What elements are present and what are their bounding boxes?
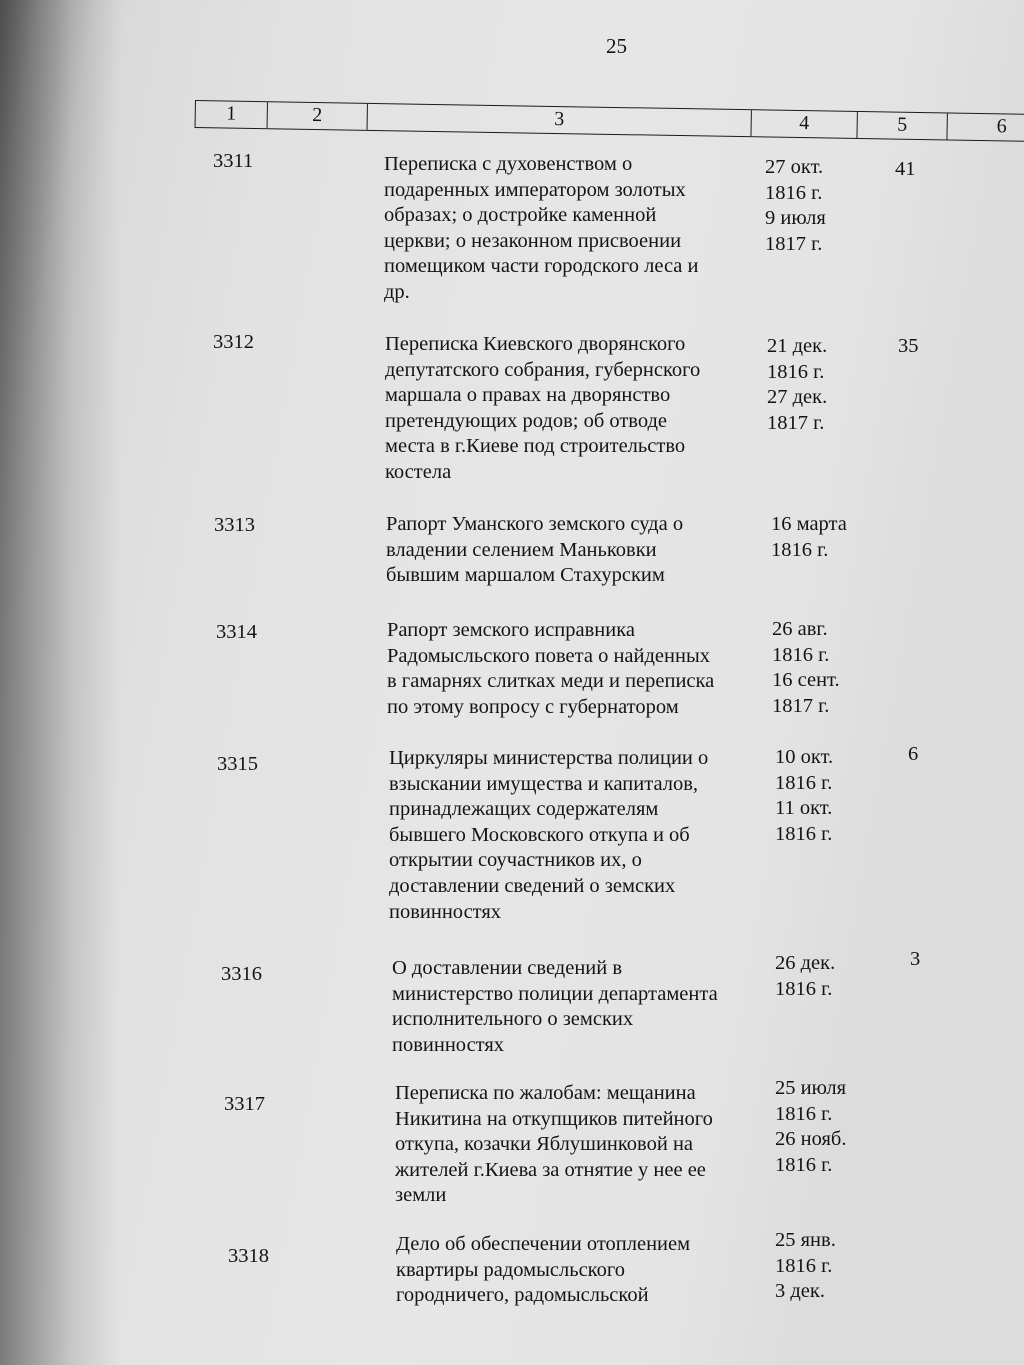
entry-dates: 27 окт. 1816 г. 9 июля 1817 г. [765, 156, 826, 255]
entry-number: 3315 [217, 753, 258, 775]
entry-dates: 26 авг. 1816 г. 16 сент. 1817 г. [772, 618, 840, 717]
entry-number: 3316 [221, 963, 262, 985]
column-header-2: 2 [268, 102, 368, 130]
entry-description: Переписка Киевского дворянского депутатского собрания, губернского маршала о правах на дворянство претендующих родов; об отводе места в г.Киеве под строительство костела [385, 333, 701, 483]
entry-sheets: 3 [910, 948, 921, 970]
column-header-1: 1 [196, 101, 268, 128]
column-header-4: 4 [751, 110, 857, 138]
entry-sheets: 41 [895, 158, 916, 180]
entry-dates: 25 янв. 1816 г. 3 дек. [775, 1229, 836, 1303]
entry-number: 3318 [228, 1245, 269, 1267]
entry-number: 3313 [214, 514, 255, 536]
entry-description: О доставлении сведений в министерство полиции департамента исполнительного о земских повинностях [392, 957, 718, 1056]
column-header-5: 5 [857, 112, 947, 139]
entry-number: 3317 [224, 1093, 265, 1115]
entry-number: 3314 [216, 621, 257, 643]
entry-description: Переписка с духовенством о подаренных императором золотых образах; о достройке каменной церкви; о незаконном присвоении помещиком части городского леса и др. [384, 153, 699, 303]
page-number: 25 [606, 34, 627, 58]
entry-description: Рапорт земского исправника Радомысльского повета о найденных в гамарнях слитках меди и переписка по этому вопросу с губернатором [387, 619, 715, 718]
entry-number: 3312 [213, 331, 254, 353]
book-spine-shadow [0, 0, 120, 1365]
entry-sheets: 35 [898, 335, 919, 357]
entry-dates: 25 июля 1816 г. 26 нояб. 1816 г. [775, 1077, 847, 1176]
entry-number: 3311 [213, 150, 254, 172]
column-header-6: 6 [996, 115, 1007, 138]
column-header-3: 3 [368, 104, 752, 136]
entry-dates: 16 марта 1816 г. [771, 513, 847, 561]
entry-description: Циркуляры министерства полиции о взыскании имущества и капиталов, принадлежащих содержателям бывшего Московского откупа и об открытии соучастников их, о доставлении сведений о земских повинностях [389, 747, 709, 923]
entry-dates: 26 дек. 1816 г. [775, 952, 836, 1000]
entry-description: Дело об обеспечении отоплением квартиры радомысльского городничего, радомысльской [396, 1233, 691, 1307]
entry-dates: 21 дек. 1816 г. 27 дек. 1817 г. [767, 335, 828, 434]
entry-description: Переписка по жалобам: мещанина Никитина на откупщиков питейного откупа, козачки Яблушинковой на жителей г.Киева за отнятие у нее ее земли [395, 1082, 713, 1207]
entry-description: Рапорт Уманского земского суда о владении селением Маньковки бывшим маршалом Стахурским [386, 513, 684, 587]
entry-sheets: 6 [908, 743, 919, 765]
entry-dates: 10 окт. 1816 г. 11 окт. 1816 г. [775, 746, 834, 845]
column-header-row [195, 100, 1024, 142]
